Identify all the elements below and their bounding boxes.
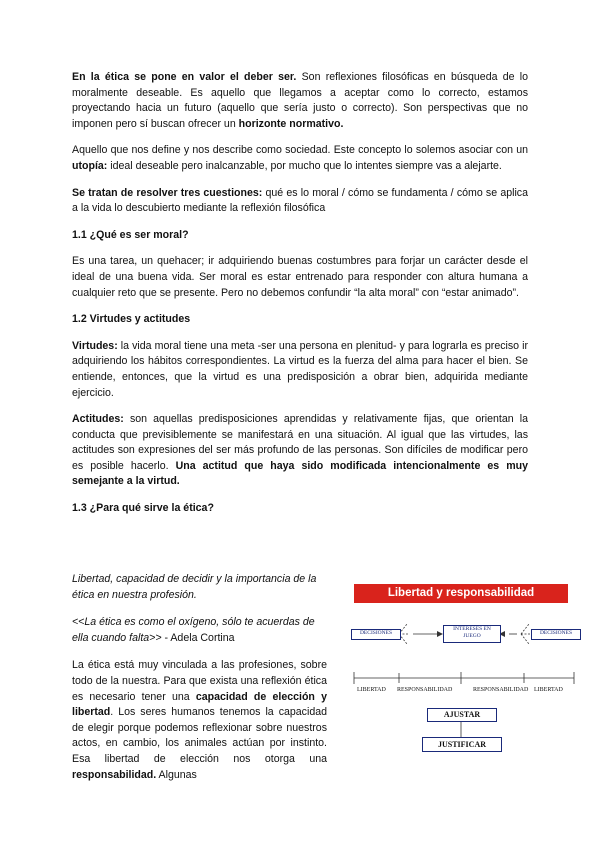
decisiones-right-box: DECISIONES [531, 629, 581, 640]
label-libertad-1: LIBERTAD [357, 687, 386, 693]
text: Algunas [156, 768, 197, 781]
text: Son reflexiones filosóficas en búsqueda de lo moralmente deseable. Es aquello que llegamos a aceptar como lo correcto, estamos proyectando hacia un futuro (aquello que sería justo o correcto). Son perspectivas que no imponen pero sí buscan ofrecer un [72, 71, 528, 130]
libertad-responsabilidad-diagram [349, 584, 581, 756]
paragraph-deber-ser [72, 70, 528, 132]
bold-lead: Actitudes: [72, 413, 124, 426]
diagram-lines [349, 584, 581, 756]
document-body [72, 70, 528, 517]
text: la vida moral tiene una meta -ser una persona en plenitud- y para lograrla es preciso ir adquiriendo los hábitos correspondientes. La virtud es la fuerza del alma para hacer el bien. Se entiende, entonces, que la virtud es una predisposición a obrar bien, adquirida mediante ejercicio. [72, 339, 528, 399]
bold-lead: En la ética se pone en valor el deber ser. [72, 71, 297, 83]
paragraph-utopia [72, 143, 528, 174]
bold-utopia: utopía: [72, 159, 108, 172]
quote-author: - Adela Cortina [161, 631, 235, 644]
paragraph-ser-moral: Es una tarea, un quehacer; ir adquiriendo buenas costumbres para forjar un carácter desde el ideal de una buena vida. Ser moral es estar entrenado para responder con altura humana a cualquier reto que se presente. Pero no debemos confundir “la alta moral” con “estar animado”. [72, 255, 528, 299]
bold-lead: Virtudes: [72, 339, 118, 352]
label-responsabilidad-1: RESPONSABILIDAD [397, 687, 453, 693]
italic-intro: Libertad, capacidad de decidir y la importancia de la ética en nuestra profesión. [72, 573, 317, 601]
heading-que-es-ser-moral: 1.1 ¿Qué es ser moral? [72, 228, 189, 241]
decisiones-left-box: DECISIONES [351, 629, 401, 640]
text: qué es lo moral / cómo se fundamenta / cómo se aplica a la vida lo descubierto mediante la reflexión filosófica [72, 186, 528, 215]
text: La ética está muy vinculada a las profesiones, sobre todo de la nuestra. Para que exista una reflexión ética es necesario tener una [72, 659, 327, 703]
quote [72, 615, 327, 646]
paragraph-actitudes [72, 412, 528, 490]
intereses-en-juego-box: INTERESES EN JUEGO [443, 625, 501, 643]
label-libertad-2: LIBERTAD [534, 687, 563, 693]
text: son aquellas predisposiciones aprendidas y relativamente fijas, que orientan la conducta que previsiblemente se manifestará en una situación. Al igual que las virtudes, las actitudes son expresiones del ser más profundo de las personas. Son difíciles de modificar pero es posible hacerlo. [72, 413, 528, 472]
ajustar-box: AJUSTAR [427, 708, 497, 722]
bold-end: horizonte normativo. [238, 117, 344, 130]
label-responsabilidad-2: RESPONSABILIDAD [473, 687, 529, 693]
paragraph-virtudes [72, 339, 528, 401]
left-column [72, 572, 327, 783]
heading-virtudes-actitudes: 1.2 Virtudes y actitudes [72, 313, 191, 326]
text: ideal deseable pero inalcanzable, por mucho que lo intentes siempre vas a alejarte. [107, 159, 502, 172]
bold: capacidad de elección y libertad [72, 690, 328, 719]
text: . Los seres humanos tenemos la capacidad de elegir porque podemos reflexionar sobre nuestros actos, en cambio, los animales actúan por instinto. Esa libertad de elección nos otorga una [72, 706, 327, 765]
quote-text: <<La ética es como el oxígeno, sólo te acuerdas de ella cuando falta>> [72, 616, 315, 644]
diagram-title: Libertad y responsabilidad [354, 584, 568, 603]
justificar-box: JUSTIFICAR [422, 737, 502, 752]
paragraph-profesiones [72, 658, 327, 783]
paragraph-cuestiones [72, 186, 528, 217]
bold: responsabilidad. [72, 768, 157, 781]
heading-para-que-sirve: 1.3 ¿Para qué sirve la ética? [72, 502, 214, 515]
bold-lead: Se tratan de resolver tres cuestiones: [72, 186, 263, 199]
bold-end: Una actitud que haya sido modificada intencionalmente es muy semejante a la virtud. [72, 459, 528, 488]
text: Aquello que nos define y nos describe como sociedad. Este concepto lo solemos asociar con un [72, 144, 528, 157]
